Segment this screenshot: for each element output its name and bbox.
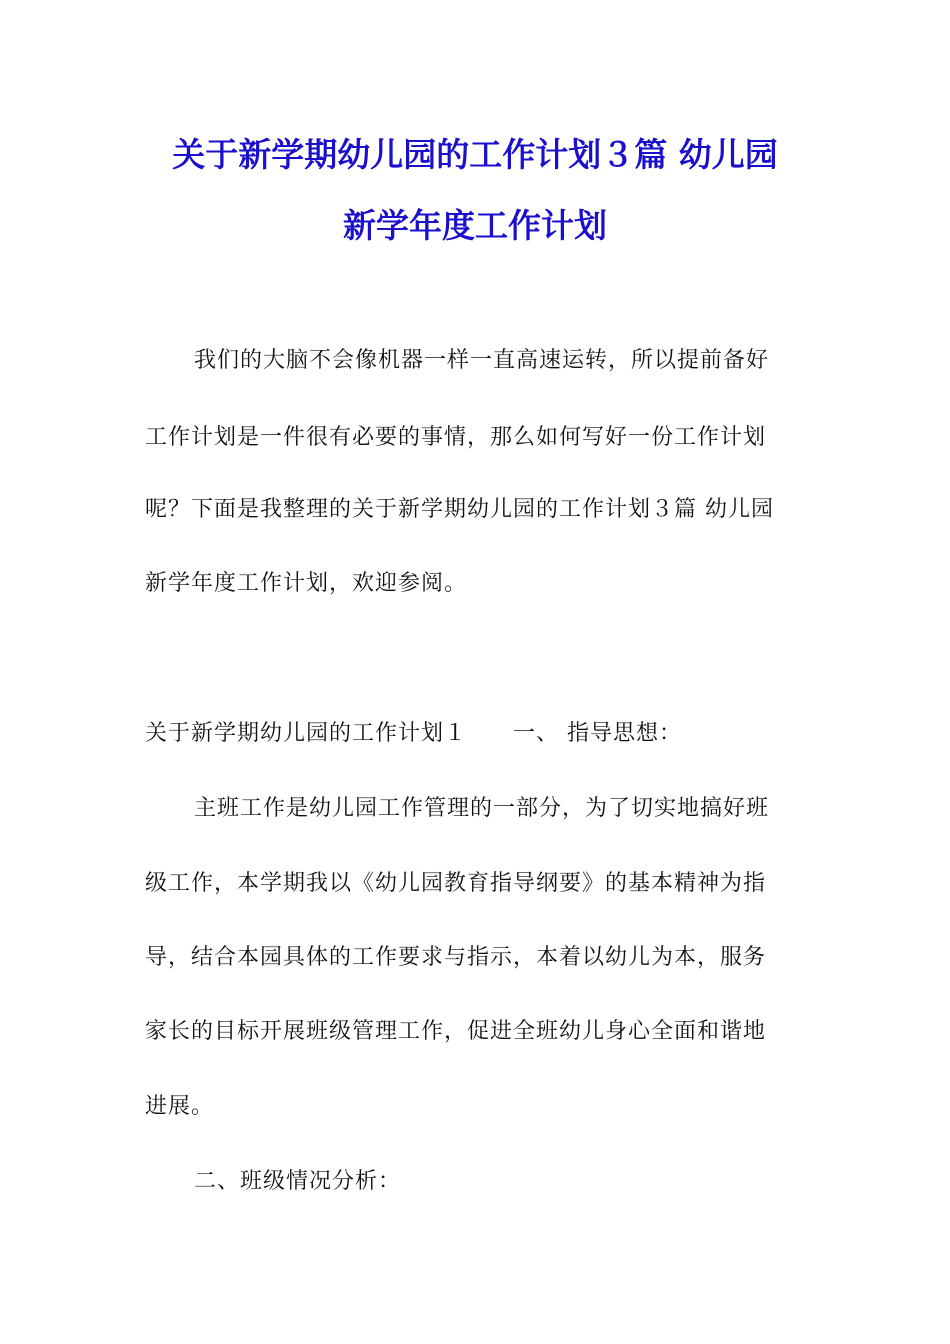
section1-line-2: 级工作，本学期我以《幼儿园教育指导纲要》的基本精神为指: [145, 871, 767, 896]
intro-line-1: 我们的大脑不会像机器一样一直高速运转，所以提前备好: [194, 348, 770, 373]
section1-line-3: 导，结合本园具体的工作要求与指示，本着以幼儿为本，服务: [145, 945, 767, 970]
intro-line-3: 呢？下面是我整理的关于新学期幼儿园的工作计划３篇 幼儿园: [145, 497, 774, 522]
section1-line-1: 主班工作是幼儿园工作管理的一部分，为了切实地搞好班: [194, 796, 770, 821]
section1-line-4: 家长的目标开展班级管理工作，促进全班幼儿身心全面和谐地: [145, 1019, 767, 1044]
intro-line-2: 工作计划是一件很有必要的事情，那么如何写好一份工作计划: [145, 425, 767, 450]
section1-heading: 关于新学期幼儿园的工作计划１ 一、 指导思想：: [145, 721, 682, 746]
document-title-line2: 新学年度工作计划: [343, 206, 607, 245]
intro-line-4: 新学年度工作计划，欢迎参阅。: [145, 571, 468, 596]
section1-line-5: 进展。: [145, 1094, 215, 1119]
section2-heading: 二、班级情况分析：: [194, 1169, 402, 1194]
document-title-line1: 关于新学期幼儿园的工作计划３篇 幼儿园: [172, 135, 778, 174]
